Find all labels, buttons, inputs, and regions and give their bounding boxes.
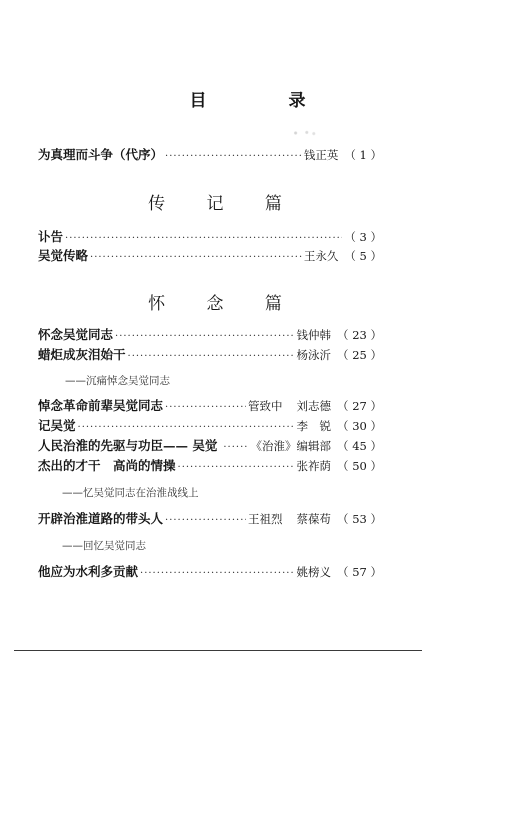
entry-title: 怀念吴觉同志 [38,327,114,342]
entry-title: 杰出的才干 高尚的情操 [38,458,176,473]
entry-author: 钱正英 [303,148,339,162]
entry-subtitle: ——沉痛悼念吴觉同志 [65,375,170,387]
entry-title: 吴觉传略 [38,248,89,263]
toc-entry[interactable] [38,563,382,581]
entry-author: 姚榜义 [296,565,332,579]
entry-page: （ 57 ） [337,565,382,579]
dot-leader [223,439,248,457]
toc-entry[interactable] [38,346,382,364]
dot-leader [178,459,295,477]
entry-subtitle: ——忆吴觉同志在治淮战线上 [62,487,199,499]
entry-page: （ 25 ） [337,348,382,362]
entry-title: 为真理而斗争（代序） [38,147,164,162]
toc-entry[interactable] [38,397,382,415]
section-heading-biography: 传 记 篇 [148,194,300,214]
entry-page: （ 27 ） [337,399,382,413]
page-title: 目 录 [189,91,344,111]
entry-author: 张祚荫 [296,459,332,473]
dot-leader [78,419,295,437]
toc-entry[interactable] [38,326,382,344]
dot-leader [115,328,295,346]
entry-author: 《治淮》编辑部 [250,439,332,453]
entry-subtitle: ——回忆吴觉同志 [62,540,146,552]
entry-page: （ 50 ） [337,459,382,473]
entry-title: 悼念革命前辈吴觉同志 [38,398,164,413]
entry-author: 李 锐 [296,419,332,433]
entry-author: 王祖烈 [248,512,283,526]
toc-entry-obituary[interactable] [38,228,382,246]
entry-page: （ 53 ） [337,512,382,526]
entry-author-second: 刘志德 [296,399,332,413]
dot-leader [90,249,302,267]
dot-leader [140,565,295,583]
toc-entry[interactable] [38,457,382,475]
entry-author: 王永久 [303,249,339,263]
scan-speck [290,130,318,136]
entry-title: 讣告 [38,229,64,244]
toc-entry[interactable] [38,417,382,435]
dot-leader [165,148,302,166]
entry-title: 记吴觉 [38,418,76,433]
entry-page: （ 45 ） [337,439,382,453]
dot-leader [165,512,246,530]
horizontal-rule [14,650,422,651]
entry-title: 开辟治淮道路的带头人 [38,511,164,526]
toc-entry-preface[interactable] [38,146,382,164]
entry-title: 人民治淮的先驱与功臣 [38,438,164,453]
section-heading-remembrance: 怀 念 篇 [148,294,300,314]
entry-page: （ 23 ） [337,328,382,342]
dot-leader [128,348,295,366]
entry-page: （ 1 ） [344,148,382,162]
toc-entry[interactable] [38,437,382,455]
entry-page: （ 3 ） [344,230,382,244]
entry-title: 蜡炬成灰泪始干 [38,347,126,362]
entry-page: （ 5 ） [344,249,382,263]
dot-leader [165,399,246,417]
entry-title: 他应为水利多贡献 [38,564,139,579]
entry-author: 钱仲韩 [296,328,332,342]
entry-title-tail: —— 吴觉 [163,438,218,453]
entry-page: （ 30 ） [337,419,382,433]
entry-author: 管致中 [248,399,283,413]
toc-entry-biography[interactable] [38,247,382,265]
toc-entry[interactable] [38,510,382,528]
dot-leader [65,230,342,248]
entry-author-second: 蔡葆苟 [296,512,332,526]
entry-author: 杨泳沂 [296,348,332,362]
